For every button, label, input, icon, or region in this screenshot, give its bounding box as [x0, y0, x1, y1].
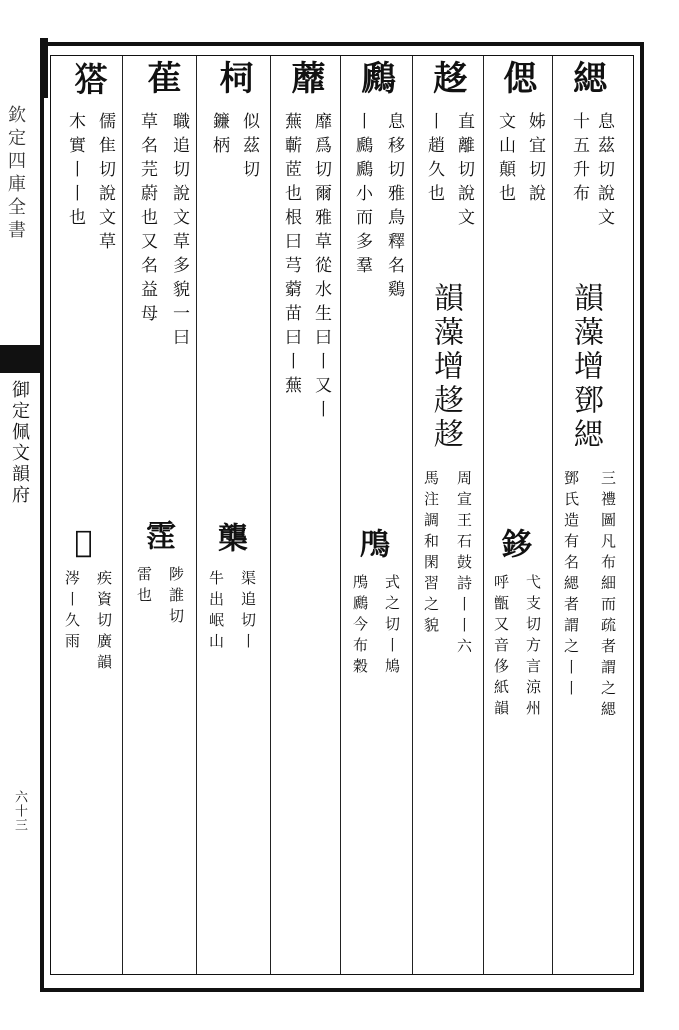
entry-citation: 周宣王石鼓詩丨丨六: [455, 470, 473, 659]
entry-gloss: 靡爲切爾雅草從水生曰丨又丨: [311, 112, 331, 424]
entry-gloss: 息移切雅鳥釋名鷄: [384, 112, 404, 304]
yunzao-marker: 韻藻增鄧緦: [568, 282, 603, 452]
column-divider: [552, 56, 553, 974]
entry-gloss: 式之切丨鳩: [383, 574, 401, 679]
entry-gloss: 弋支切方言涼州: [524, 574, 542, 721]
margin-book-title: 御定佩文韻府: [9, 380, 30, 506]
entry-citation: 鄧氏造有名緦者謂之丨丨: [562, 470, 580, 701]
column-divider: [412, 56, 413, 974]
entry-headword: 鳲: [354, 528, 389, 560]
column-divider: [483, 56, 484, 974]
entry-headword: 鷉: [355, 60, 395, 96]
entry-gloss: 牛出岷山: [207, 570, 225, 654]
entry-gloss: 似茲切: [239, 112, 259, 184]
entry-headword: 霔: [140, 520, 175, 552]
book-margin: [0, 0, 40, 1030]
entry-gloss: 疾資切廣韻: [95, 570, 113, 675]
entry-headword: 蘼: [285, 60, 325, 96]
column-divider: [270, 56, 271, 974]
entry-headword: 𩅵: [66, 525, 101, 562]
entry-gloss: 姊宜切說: [525, 112, 545, 208]
entry-gloss: 渠追切丨: [239, 570, 257, 654]
entry-gloss: 木實丨丨也: [65, 112, 85, 232]
entry-gloss: 儒隹切說文草: [95, 112, 115, 256]
entry-headword: 緦: [567, 60, 607, 96]
entry-gloss: 丨鷉鷉小而多羣: [352, 112, 372, 280]
entry-gloss: 丨趙久也: [424, 112, 444, 208]
entry-headword: 㰍: [212, 522, 247, 554]
entry-gloss: 涔丨久雨: [63, 570, 81, 654]
entry-gloss: 息茲切說文: [594, 112, 614, 232]
margin-header: 欽定四庫全書: [5, 105, 26, 243]
entry-headword: 偲: [497, 60, 537, 96]
entry-gloss: 文山顛也: [495, 112, 515, 208]
entry-gloss: 職追切說文草多貌一曰: [169, 112, 189, 352]
column-divider: [196, 56, 197, 974]
entry-gloss: 十五升布: [569, 112, 589, 208]
entry-headword: 𤠟: [69, 60, 109, 96]
entry-gloss: 草名芫蔚也又名益母: [137, 112, 157, 328]
entry-headword: 柌: [213, 60, 253, 96]
entry-gloss: 鳲鷉今布穀: [351, 574, 369, 679]
entry-citation: 馬注調和閑習之貌: [422, 470, 440, 638]
entry-headword: 萑: [141, 60, 181, 96]
entry-gloss: 鐮柄: [209, 112, 229, 160]
yunzao-marker: 韻藻增趍趍: [428, 282, 463, 452]
column-divider: [340, 56, 341, 974]
entry-gloss: 直離切說文: [454, 112, 474, 232]
entry-gloss: 陟誰切: [167, 566, 185, 629]
entry-headword: 鉹: [496, 528, 531, 560]
entry-gloss: 蕪蘄茝也根曰芎藭苗曰丨蕪: [281, 112, 301, 400]
entry-headword: 趍: [427, 60, 467, 96]
entry-citation: 三禮圖凡布細而疏者謂之緦: [599, 470, 617, 722]
entry-gloss: 呼甑又音侈紙韻: [492, 574, 510, 721]
page-number: 六十三: [12, 790, 27, 832]
margin-black-band: [0, 345, 40, 373]
column-divider: [122, 56, 123, 974]
entry-gloss: 雷也: [135, 566, 153, 608]
